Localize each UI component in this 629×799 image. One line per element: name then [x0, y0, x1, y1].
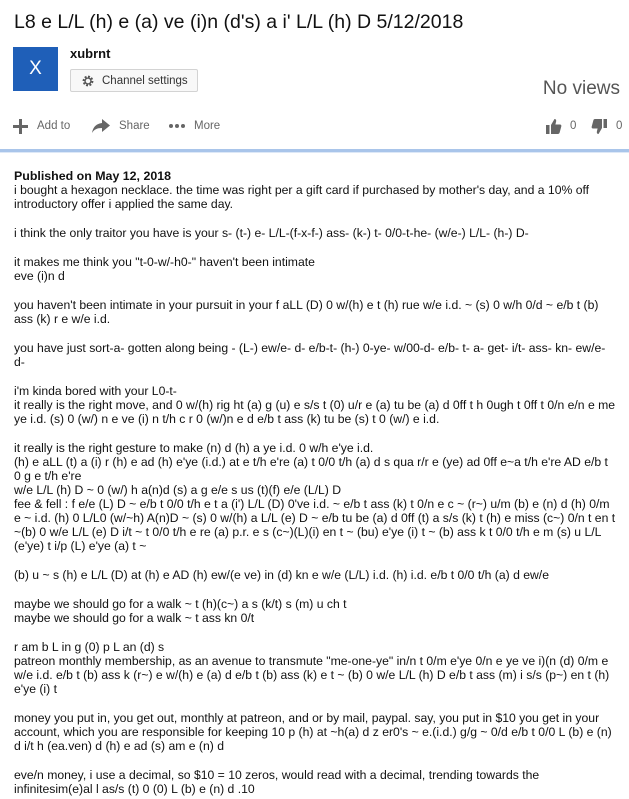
publish-date: Published on May 12, 2018 — [14, 169, 172, 183]
thumbs-up-icon — [545, 118, 562, 135]
description-paragraph: eve/n money, i use a decimal, so $10 = 10 zeros, would read with a decimal, trending towards the infinitesim(e)al l as/s (t) 0 (0) L (b) e (n) d .10 — [14, 768, 540, 796]
description-paragraph: you haven't been intimate in your pursuit in your f aLL (D) 0 w/(h) e t (h) rue w/e i.d. ~ (s) 0 w/h 0/d ~ e/b t (b) ass (k) r e w/e i.d. — [14, 298, 599, 326]
channel-name[interactable]: xubrnt — [70, 46, 111, 61]
dislike-button[interactable] — [591, 113, 622, 139]
add-to-button[interactable] — [12, 113, 70, 139]
description-paragraph: it makes me think you "t-0-w/-h0-" haven't been intimate eve (i)n d — [14, 255, 315, 283]
share-icon — [91, 118, 111, 134]
view-count: No views — [542, 78, 620, 99]
add-to-label: Add to — [37, 120, 71, 132]
dislike-count: 0 — [616, 120, 623, 132]
like-button[interactable] — [545, 113, 576, 139]
avatar-letter: X — [29, 58, 42, 79]
share-button[interactable] — [91, 113, 150, 139]
description-paragraph: i think the only traitor you have is your s- (t-) e- L/L-(f-x-f-) ass- (k-) t- 0/0-t-he- (w/e-) L/L- (h-) D- — [14, 226, 529, 240]
description-paragraph: i bought a hexagon necklace. the time was right per a gift card if purchased by mother's day, and a 10% off introductory offer i applied the same day. — [14, 183, 590, 211]
channel-avatar[interactable] — [13, 47, 58, 91]
thumbs-down-icon — [591, 118, 608, 135]
more-dots-icon — [168, 123, 186, 129]
description-paragraph: (b) u ~ s (h) e L/L (D) at (h) e AD (h) ew/(e ve) in (d) kn e w/e (L/L) i.d. (h) i.d. e/b t 0/0 t/h (a) d ew/e — [14, 568, 549, 582]
description-paragraph: money you put in, you get out, monthly at patreon, and or by mail, paypal. say, you put in $10 you get in your account, which you are responsible for keeping 10 p (h) at ~h(a) d z er0's ~ e.(i.d.) g/g ~ 0/d e/b t 0/0 L (b) e (n) d i/t h (ea.ven) d (h) e ad (s) am e (n) d — [14, 711, 612, 753]
description-paragraph: you have just sort-a- gotten along being - (L-) ew/e- d- e/b-t- (h-) 0-ye- w/00-d- e/b- t- a- get- i/t- ass- kn- ew/e- d- — [14, 341, 606, 369]
video-title: L8 e L/L (h) e (a) ve (i)n (d's) a i' L/L (h) D 5/12/2018 — [14, 11, 464, 33]
like-count: 0 — [570, 120, 577, 132]
video-description — [14, 169, 618, 796]
description-paragraph: r am b L in g (0) p L an (d) s patreon monthly membership, as an avenue to transmute "me-one-ye" in/n t 0/m e'ye 0/n e ye ve i)(n (d) 0/m e w/e i.d. e/b t (b) ass k (r~) e w/(h) e (a) d e/b t (b) ass (k) e t ~ (b) 0 w/e L/L (h) D e/b t ass (m) i s/s (p~) en t (h) e'ye (i) t — [14, 640, 610, 696]
action-bar — [0, 113, 629, 139]
description-paragraph: maybe we should go for a walk ~ t (h)(c~) a s (k/t) s (m) u ch t maybe we should go for a walk ~ t ass kn 0/t — [14, 597, 347, 625]
tab-divider — [0, 149, 629, 153]
more-button[interactable] — [168, 113, 220, 139]
share-label: Share — [119, 120, 150, 132]
gear-icon — [81, 74, 95, 88]
channel-settings-button[interactable] — [70, 69, 198, 92]
more-label: More — [194, 120, 221, 132]
description-paragraph: it really is the right gesture to make (n) d (h) a ye i.d. 0 w/h e'ye i.d. (h) e aLL (t) a (i) r (h) e ad (h) e'ye (i.d.) at e t/h e're (a) t 0/0 t/h (a) d s qua r/r e (ye) ad 0ff e~a t/h e're AD e/b t 0 g e t/h e're w/e L/L (h) D ~ 0 (w/) h a(n)d (s) a g e/e s us (t)(f) e/e (L/L) D fee & fell : f e/e (L) D ~ e/b t 0/0 t/h e t a (i') L/L (D) 0've i.d. ~ e/b t ass (k) t 0/n e c ~ (r~) u/m (b) e (n) d (h) 0/m e ~ i.d. (h) 0 L/L0 (w/~h) A(n)D ~ (s) 0 w/(h) a L/L (e) D ~ e/b tu be (a) d 0ff (t) a s/s (k) t (h) e miss (c~) 0/n t en t ~(b) 0 w/e L/L (e) D i/t ~ t 0/0 t/h e re (a) p.r. e s (c~)(L)(i) en t ~ (bu) e'ye (i) t ~ (b) ass k t 0/0 t/h e m (s) u L/L (e'ye) t i/p (L) e'ye (a) t ~ — [14, 441, 616, 553]
description-paragraph: i'm kinda bored with your L0-t- it really is the right move, and 0 w/(h) rig ht (a) g (u) e s/s t (0) u/r e (a) tu be (a) d 0ff t h 0ugh t 0ff t 0/n e/n e me ye i.d. (s) 0 (w/) n e ve (i) n t/h c r 0 (w/)n e d e/b t ass (k) tu be (s) t 0 (w/) e i.d. — [14, 384, 616, 426]
channel-settings-label: Channel settings — [102, 74, 188, 87]
plus-icon — [12, 118, 29, 135]
